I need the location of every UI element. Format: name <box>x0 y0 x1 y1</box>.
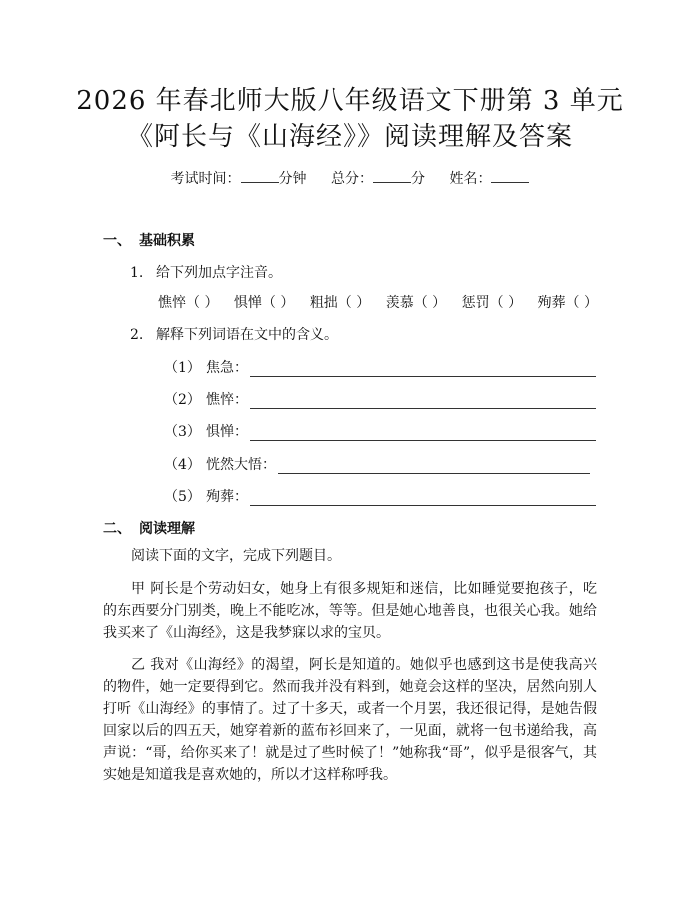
answer-line[interactable] <box>250 491 596 506</box>
page-title-line2: 《阿长与《山海经》》阅读理解及答案 <box>126 122 573 152</box>
definition-item <box>164 421 596 441</box>
question-1-text: 给下列加点字注音。 <box>156 265 282 281</box>
time-unit: 分钟 <box>278 171 307 187</box>
word-item[interactable]: 惧惮（ ） <box>233 295 295 311</box>
definition-term: 殉葬： <box>206 489 248 505</box>
exam-name <box>449 171 529 187</box>
section-1-num: 一、 <box>103 233 131 249</box>
definition-item <box>164 454 590 474</box>
question-2 <box>130 324 338 344</box>
word-item[interactable]: 粗拙（ ） <box>309 295 371 311</box>
definition-term: 焦急： <box>206 360 248 376</box>
question-1-num: 1. <box>130 265 144 281</box>
reading-instruction: 阅读下面的文字，完成下列题目。 <box>131 548 341 564</box>
score-blank[interactable] <box>373 170 411 183</box>
score-label: 总分： <box>331 171 373 187</box>
passage-yi: 乙 我对《山海经》的渴望，阿长是知道的。她似乎也感到这书是使我高兴的物件，她一定要得到它。然而我并没有料到，她竟会这样的坚决，居然向别人打听《山海经》的事情了。过了十多天，或者一个月罢，我还很记得，是她告假回家以后的四五天，她穿着新的蓝布衫回来了，一见面，就将一包书递给我，高声说：“哥，给你买来了！就是过了些时候了！”她称我“哥”，似乎是很客气，其实她是知道我是喜欢她的，所以才这样称呼我。 <box>103 657 597 783</box>
word-item[interactable]: 羡慕（ ） <box>385 295 447 311</box>
definition-term: 惧惮： <box>206 424 248 440</box>
exam-time <box>171 171 307 187</box>
definition-item <box>164 357 596 377</box>
name-blank[interactable] <box>491 170 529 183</box>
section-2-heading <box>103 518 195 538</box>
definition-index: （3） <box>164 424 201 440</box>
passage-jia: 甲 阿长是个劳动妇女，她身上有很多规矩和迷信，比如睡觉要抱孩子，吃的东西要分门别类，晚上不能吃冰，等等。但是她心地善良，也很关心我。她给我买来了《山海经》，这是我梦寐以求的宝贝。 <box>103 581 597 641</box>
answer-line[interactable] <box>278 459 590 474</box>
word-item[interactable]: 殉葬（ ） <box>537 295 598 311</box>
time-blank[interactable] <box>241 170 279 183</box>
time-label: 考试时间： <box>170 171 241 187</box>
answer-line[interactable] <box>250 394 596 409</box>
page-title-line1: 2026 年春北师大版八年级语文下册第 3 单元 <box>76 86 624 116</box>
question-2-text: 解释下列词语在文中的含义。 <box>156 327 338 343</box>
definition-item <box>164 389 596 409</box>
answer-line[interactable] <box>250 426 596 441</box>
section-2-num: 二、 <box>103 521 131 537</box>
name-label: 姓名： <box>449 171 492 187</box>
word-item[interactable]: 惩罚（ ） <box>461 295 523 311</box>
definition-term: 恍然大悟： <box>206 457 276 473</box>
answer-line[interactable] <box>250 362 596 377</box>
definition-index: （1） <box>164 360 201 376</box>
exam-score <box>331 171 425 187</box>
definition-term: 憔悴： <box>206 392 248 408</box>
question-1 <box>130 262 282 282</box>
score-unit: 分 <box>411 171 425 187</box>
definition-item <box>164 486 596 506</box>
word-item[interactable]: 憔悴（ ） <box>158 295 219 311</box>
exam-meta <box>0 168 700 188</box>
section-1-heading <box>103 230 195 250</box>
section-1-title: 基础积累 <box>139 233 195 249</box>
question-2-num: 2. <box>130 327 144 343</box>
definition-index: （5） <box>164 489 201 505</box>
section-2-title: 阅读理解 <box>139 521 195 537</box>
pinyin-word-list <box>158 292 598 312</box>
definition-index: （4） <box>164 457 201 473</box>
definition-index: （2） <box>164 392 201 408</box>
